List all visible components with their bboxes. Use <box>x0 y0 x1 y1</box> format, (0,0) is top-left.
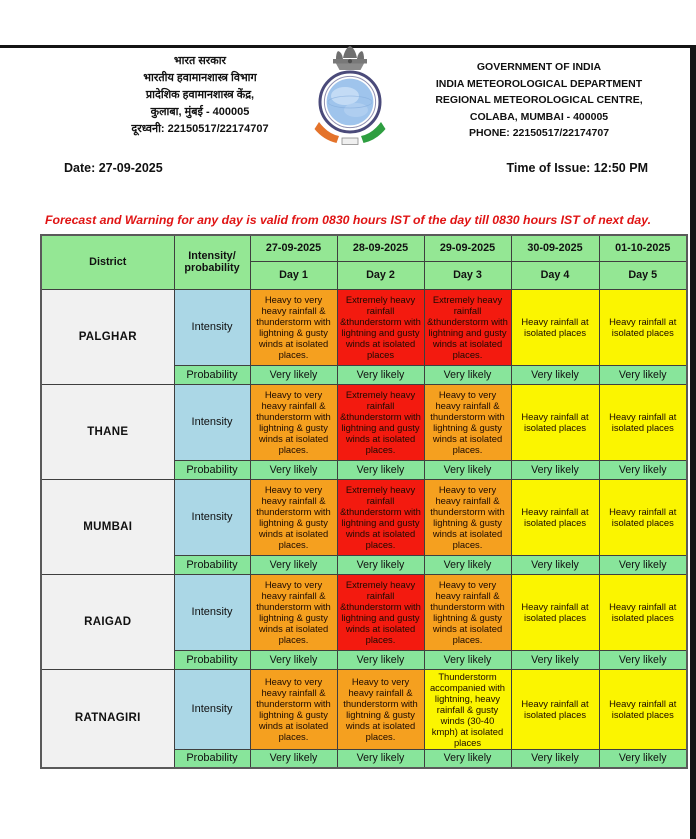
column-header-day: Day 5 <box>599 261 687 289</box>
issue-line <box>0 161 696 175</box>
forecast-cell: Heavy to very heavy rainfall & thunderstorm with lightning & gusty winds at isolated places. <box>424 479 511 555</box>
probability-cell: Very likely <box>599 749 687 768</box>
probability-cell: Very likely <box>511 365 599 384</box>
issue-date: Date: 27-09-2025 <box>64 161 163 175</box>
forecast-cell: Heavy to very heavy rainfall & thunderstorm with lightning & gusty winds at isolated places. <box>250 669 337 749</box>
column-header-district: District <box>41 235 174 289</box>
forecast-cell: Extremely heavy rainfall &thunderstorm with lightning and gusty winds at isolated places. <box>337 384 424 460</box>
probability-cell: Very likely <box>337 749 424 768</box>
hindi-address-block <box>100 53 300 138</box>
probability-cell: Very likely <box>424 555 511 574</box>
hindi-line: प्रादेशिक हवामानशास्त्र केंद्र, <box>145 89 255 101</box>
probability-cell: Very likely <box>250 650 337 669</box>
probability-cell: Very likely <box>337 555 424 574</box>
imd-emblem-logo <box>298 45 402 156</box>
forecast-cell: Heavy rainfall at isolated places <box>599 574 687 650</box>
english-line: PHONE: 22150517/22174707 <box>468 127 610 139</box>
imd-emblem-icon <box>300 45 400 151</box>
english-address-block <box>408 59 670 142</box>
probability-cell: Very likely <box>511 460 599 479</box>
column-header-day: Day 3 <box>424 261 511 289</box>
probability-cell: Very likely <box>511 555 599 574</box>
column-header-date: 29-09-2025 <box>424 235 511 261</box>
forecast-cell: Heavy rainfall at isolated places <box>511 479 599 555</box>
intensity-row-label: Intensity <box>174 384 250 460</box>
forecast-cell: Heavy to very heavy rainfall & thunderstorm with lightning & gusty winds at isolated places. <box>337 669 424 749</box>
forecast-cell: Heavy rainfall at isolated places <box>599 669 687 749</box>
forecast-cell: Thunderstorm accompanied with lightning, heavy rainfall & gusty winds (30-40 kmph) at isolated places <box>424 669 511 749</box>
district-name: RAIGAD <box>41 574 174 669</box>
hindi-line: दूरध्वनी: 22150517/22174707 <box>131 123 269 135</box>
forecast-cell: Heavy rainfall at isolated places <box>511 669 599 749</box>
probability-row-label: Probability <box>174 555 250 574</box>
column-header-date: 30-09-2025 <box>511 235 599 261</box>
forecast-cell: Heavy rainfall at isolated places <box>599 289 687 365</box>
column-header-day: Day 4 <box>511 261 599 289</box>
forecast-cell: Extremely heavy rainfall &thunderstorm with lightning and gusty winds at isolated places. <box>424 289 511 365</box>
probability-cell: Very likely <box>250 749 337 768</box>
forecast-cell: Heavy to very heavy rainfall & thunderstorm with lightning & gusty winds at isolated places. <box>250 479 337 555</box>
forecast-cell: Heavy rainfall at isolated places <box>511 574 599 650</box>
validity-notice: Forecast and Warning for any day is valid from 0830 hours IST of the day till 0830 hours IST of next day. <box>44 213 652 227</box>
probability-cell: Very likely <box>424 749 511 768</box>
english-line: REGIONAL METEOROLOGICAL CENTRE, <box>435 94 643 106</box>
forecast-cell: Extremely heavy rainfall &thunderstorm with lightning and gusty winds at isolated places. <box>337 574 424 650</box>
probability-cell: Very likely <box>250 555 337 574</box>
probability-cell: Very likely <box>599 460 687 479</box>
probability-cell: Very likely <box>250 365 337 384</box>
probability-cell: Very likely <box>511 650 599 669</box>
forecast-table <box>40 234 688 769</box>
forecast-cell: Heavy rainfall at isolated places <box>511 384 599 460</box>
english-line: INDIA METEOROLOGICAL DEPARTMENT <box>435 77 643 90</box>
forecast-cell: Extremely heavy rainfall &thunderstorm with lightning and gusty winds at isolated places. <box>337 479 424 555</box>
intensity-row-label: Intensity <box>174 669 250 749</box>
column-header-date: 01-10-2025 <box>599 235 687 261</box>
probability-cell: Very likely <box>511 749 599 768</box>
hindi-line: भारत सरकार <box>173 55 227 67</box>
forecast-cell: Heavy rainfall at isolated places <box>599 479 687 555</box>
probability-row-label: Probability <box>174 749 250 768</box>
district-name: RATNAGIRI <box>41 669 174 768</box>
probability-row-label: Probability <box>174 460 250 479</box>
english-line: COLABA, MUMBAI - 400005 <box>469 110 609 123</box>
issue-time: Time of Issue: 12:50 PM <box>506 161 648 175</box>
column-header-day: Day 2 <box>337 261 424 289</box>
forecast-cell: Heavy rainfall at isolated places <box>511 289 599 365</box>
forecast-cell: Extremely heavy rainfall &thunderstorm with lightning and gusty winds at isolated places <box>337 289 424 365</box>
column-header-intensity-probability: Intensity/ probability <box>174 235 250 289</box>
english-line: GOVERNMENT OF INDIA <box>476 61 602 73</box>
forecast-cell: Heavy to very heavy rainfall & thunderstorm with lightning & gusty winds at isolated places. <box>424 384 511 460</box>
forecast-cell: Heavy to very heavy rainfall & thunderstorm with lightning & gusty winds at isolated places. <box>250 384 337 460</box>
column-header-date: 27-09-2025 <box>250 235 337 261</box>
probability-cell: Very likely <box>337 365 424 384</box>
probability-cell: Very likely <box>337 650 424 669</box>
probability-cell: Very likely <box>599 650 687 669</box>
district-name: PALGHAR <box>41 289 174 384</box>
forecast-cell: Heavy to very heavy rainfall & thunderstorm with lightning & gusty winds at isolated places. <box>250 289 337 365</box>
scan-edge-right <box>690 45 696 839</box>
probability-row-label: Probability <box>174 365 250 384</box>
probability-cell: Very likely <box>599 555 687 574</box>
probability-cell: Very likely <box>337 460 424 479</box>
column-header-date: 28-09-2025 <box>337 235 424 261</box>
hindi-line: भारतीय हवामानशास्त्र विभाग <box>143 72 257 84</box>
district-name: THANE <box>41 384 174 479</box>
letterhead <box>0 45 696 157</box>
intensity-row-label: Intensity <box>174 289 250 365</box>
column-header-day: Day 1 <box>250 261 337 289</box>
probability-cell: Very likely <box>424 460 511 479</box>
probability-cell: Very likely <box>250 460 337 479</box>
forecast-cell: Heavy to very heavy rainfall & thunderstorm with lightning & gusty winds at isolated places. <box>424 574 511 650</box>
probability-cell: Very likely <box>424 365 511 384</box>
probability-cell: Very likely <box>424 650 511 669</box>
district-name: MUMBAI <box>41 479 174 574</box>
forecast-cell: Heavy to very heavy rainfall & thunderstorm with lightning & gusty winds at isolated places. <box>250 574 337 650</box>
forecast-cell: Heavy rainfall at isolated places <box>599 384 687 460</box>
probability-cell: Very likely <box>599 365 687 384</box>
intensity-row-label: Intensity <box>174 479 250 555</box>
intensity-row-label: Intensity <box>174 574 250 650</box>
probability-row-label: Probability <box>174 650 250 669</box>
hindi-line: कुलाबा, मुंबई - 400005 <box>150 106 250 118</box>
